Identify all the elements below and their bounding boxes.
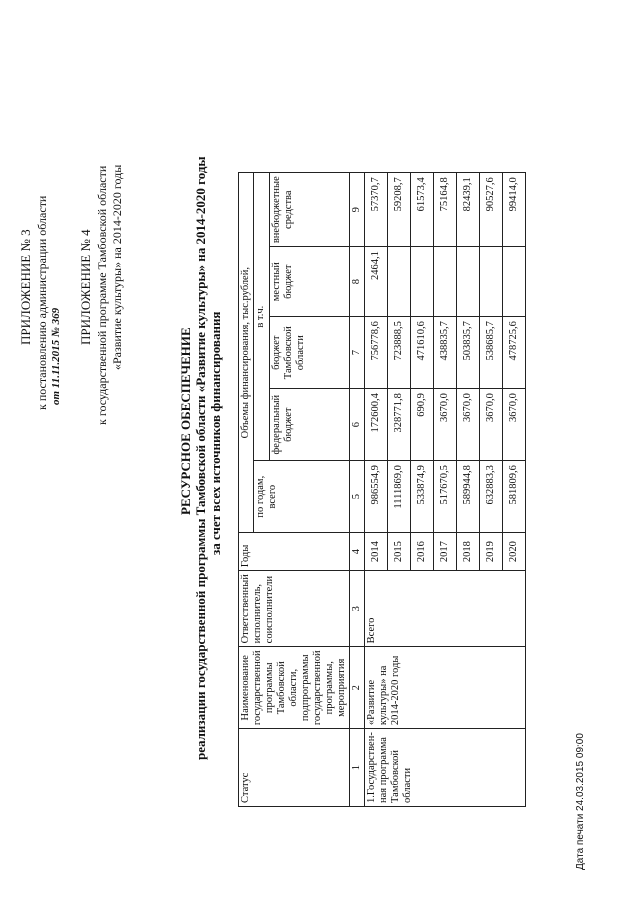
federal-cell: 328771,8	[388, 389, 411, 461]
year-cell: 2014	[365, 533, 388, 571]
extra-cell: 61573,4	[411, 173, 434, 247]
header-total: по годам, всего	[254, 461, 350, 533]
header-extra: внебюджетные средства	[270, 173, 350, 247]
extra-cell: 75164,8	[434, 173, 457, 247]
federal-cell: 3670,0	[503, 389, 526, 461]
header-federal: федеральный бюджет	[270, 389, 350, 461]
local-cell	[388, 247, 411, 317]
heading-title: РЕСУРСНОЕ ОБЕСПЕЧЕНИЕ	[178, 327, 193, 515]
header-status: Статус	[239, 729, 350, 807]
federal-cell: 3670,0	[480, 389, 503, 461]
extra-cell: 99414,0	[503, 173, 526, 247]
col-number: 9	[350, 173, 365, 247]
header-local: местный бюджет	[270, 247, 350, 317]
total-cell: 632883,3	[480, 461, 503, 533]
regional-cell: 723888,5	[388, 317, 411, 389]
appendix3-title: ПРИЛОЖЕНИЕ № 3	[18, 229, 33, 345]
col-number: 6	[350, 389, 365, 461]
year-cell: 2017	[434, 533, 457, 571]
year-cell: 2018	[457, 533, 480, 571]
local-cell	[480, 247, 503, 317]
federal-cell: 3670,0	[457, 389, 480, 461]
executor-cell: Всего	[365, 571, 526, 647]
header-name: Наименование государственной программы Тамбовской области, подпрограммы государственной программы, мероприятия	[239, 647, 350, 729]
col-number: 1	[350, 729, 365, 807]
regional-cell: 478725,6	[503, 317, 526, 389]
appendix4-title: ПРИЛОЖЕНИЕ № 4	[78, 229, 93, 345]
extra-cell: 59208,7	[388, 173, 411, 247]
extra-cell: 57370,7	[365, 173, 388, 247]
regional-cell: 756778,6	[365, 317, 388, 389]
regional-cell: 471610,6	[411, 317, 434, 389]
extra-cell: 82439,1	[457, 173, 480, 247]
col-number: 4	[350, 533, 365, 571]
year-cell: 2016	[411, 533, 434, 571]
appendix3-line: к постановлению администрации области	[35, 195, 49, 410]
col-number: 7	[350, 317, 365, 389]
col-number: 3	[350, 571, 365, 647]
total-cell: 589944,8	[457, 461, 480, 533]
header-funding: Объемы финансирования, тыс.рублей,	[239, 173, 254, 533]
federal-cell: 172600,4	[365, 389, 388, 461]
local-cell	[503, 247, 526, 317]
col-number: 2	[350, 647, 365, 729]
total-cell: 1111869,0	[388, 461, 411, 533]
local-cell: 2464,1	[365, 247, 388, 317]
regional-cell: 438835,7	[434, 317, 457, 389]
header-regional: бюджет Тамбовской области	[270, 317, 350, 389]
regional-cell: 503835,7	[457, 317, 480, 389]
federal-cell: 690,9	[411, 389, 434, 461]
local-cell	[434, 247, 457, 317]
appendix4-line2: «Развитие культуры» на 2014-2020 годы	[110, 164, 124, 370]
col-number: 8	[350, 247, 365, 317]
extra-cell: 90527,6	[480, 173, 503, 247]
heading-subtitle: реализации государственной программы Тамбовской области «Развитие культуры» на 2014-2020 годы	[193, 156, 208, 760]
appendix4-line1: к государственной программе Тамбовской области	[95, 165, 109, 425]
year-cell: 2020	[503, 533, 526, 571]
total-cell: 533874,9	[411, 461, 434, 533]
print-date: Дата печати 24.03.2015 09:00	[575, 733, 586, 870]
funding-table	[238, 172, 526, 807]
header-years: Годы	[239, 533, 350, 571]
total-cell: 517670,5	[434, 461, 457, 533]
year-cell: 2019	[480, 533, 503, 571]
federal-cell: 3670,0	[434, 389, 457, 461]
status-cell: 1.Государствен-ная программа Тамбовской области	[365, 729, 526, 807]
program-name-cell: «Развитие культуры» на 2014-2020 годы	[365, 647, 526, 729]
heading-sources: за счет всех источников финансирования	[208, 311, 223, 555]
local-cell	[411, 247, 434, 317]
total-cell: 986554,9	[365, 461, 388, 533]
total-cell: 581809,6	[503, 461, 526, 533]
col-number: 5	[350, 461, 365, 533]
regional-cell: 538685,7	[480, 317, 503, 389]
local-cell	[457, 247, 480, 317]
year-cell: 2015	[388, 533, 411, 571]
header-incl: в т.ч.	[254, 173, 270, 461]
handwritten-number: от 11.11.2015 № 369	[50, 307, 62, 405]
header-executor: Ответственный исполнитель, соисполнители	[239, 571, 350, 647]
